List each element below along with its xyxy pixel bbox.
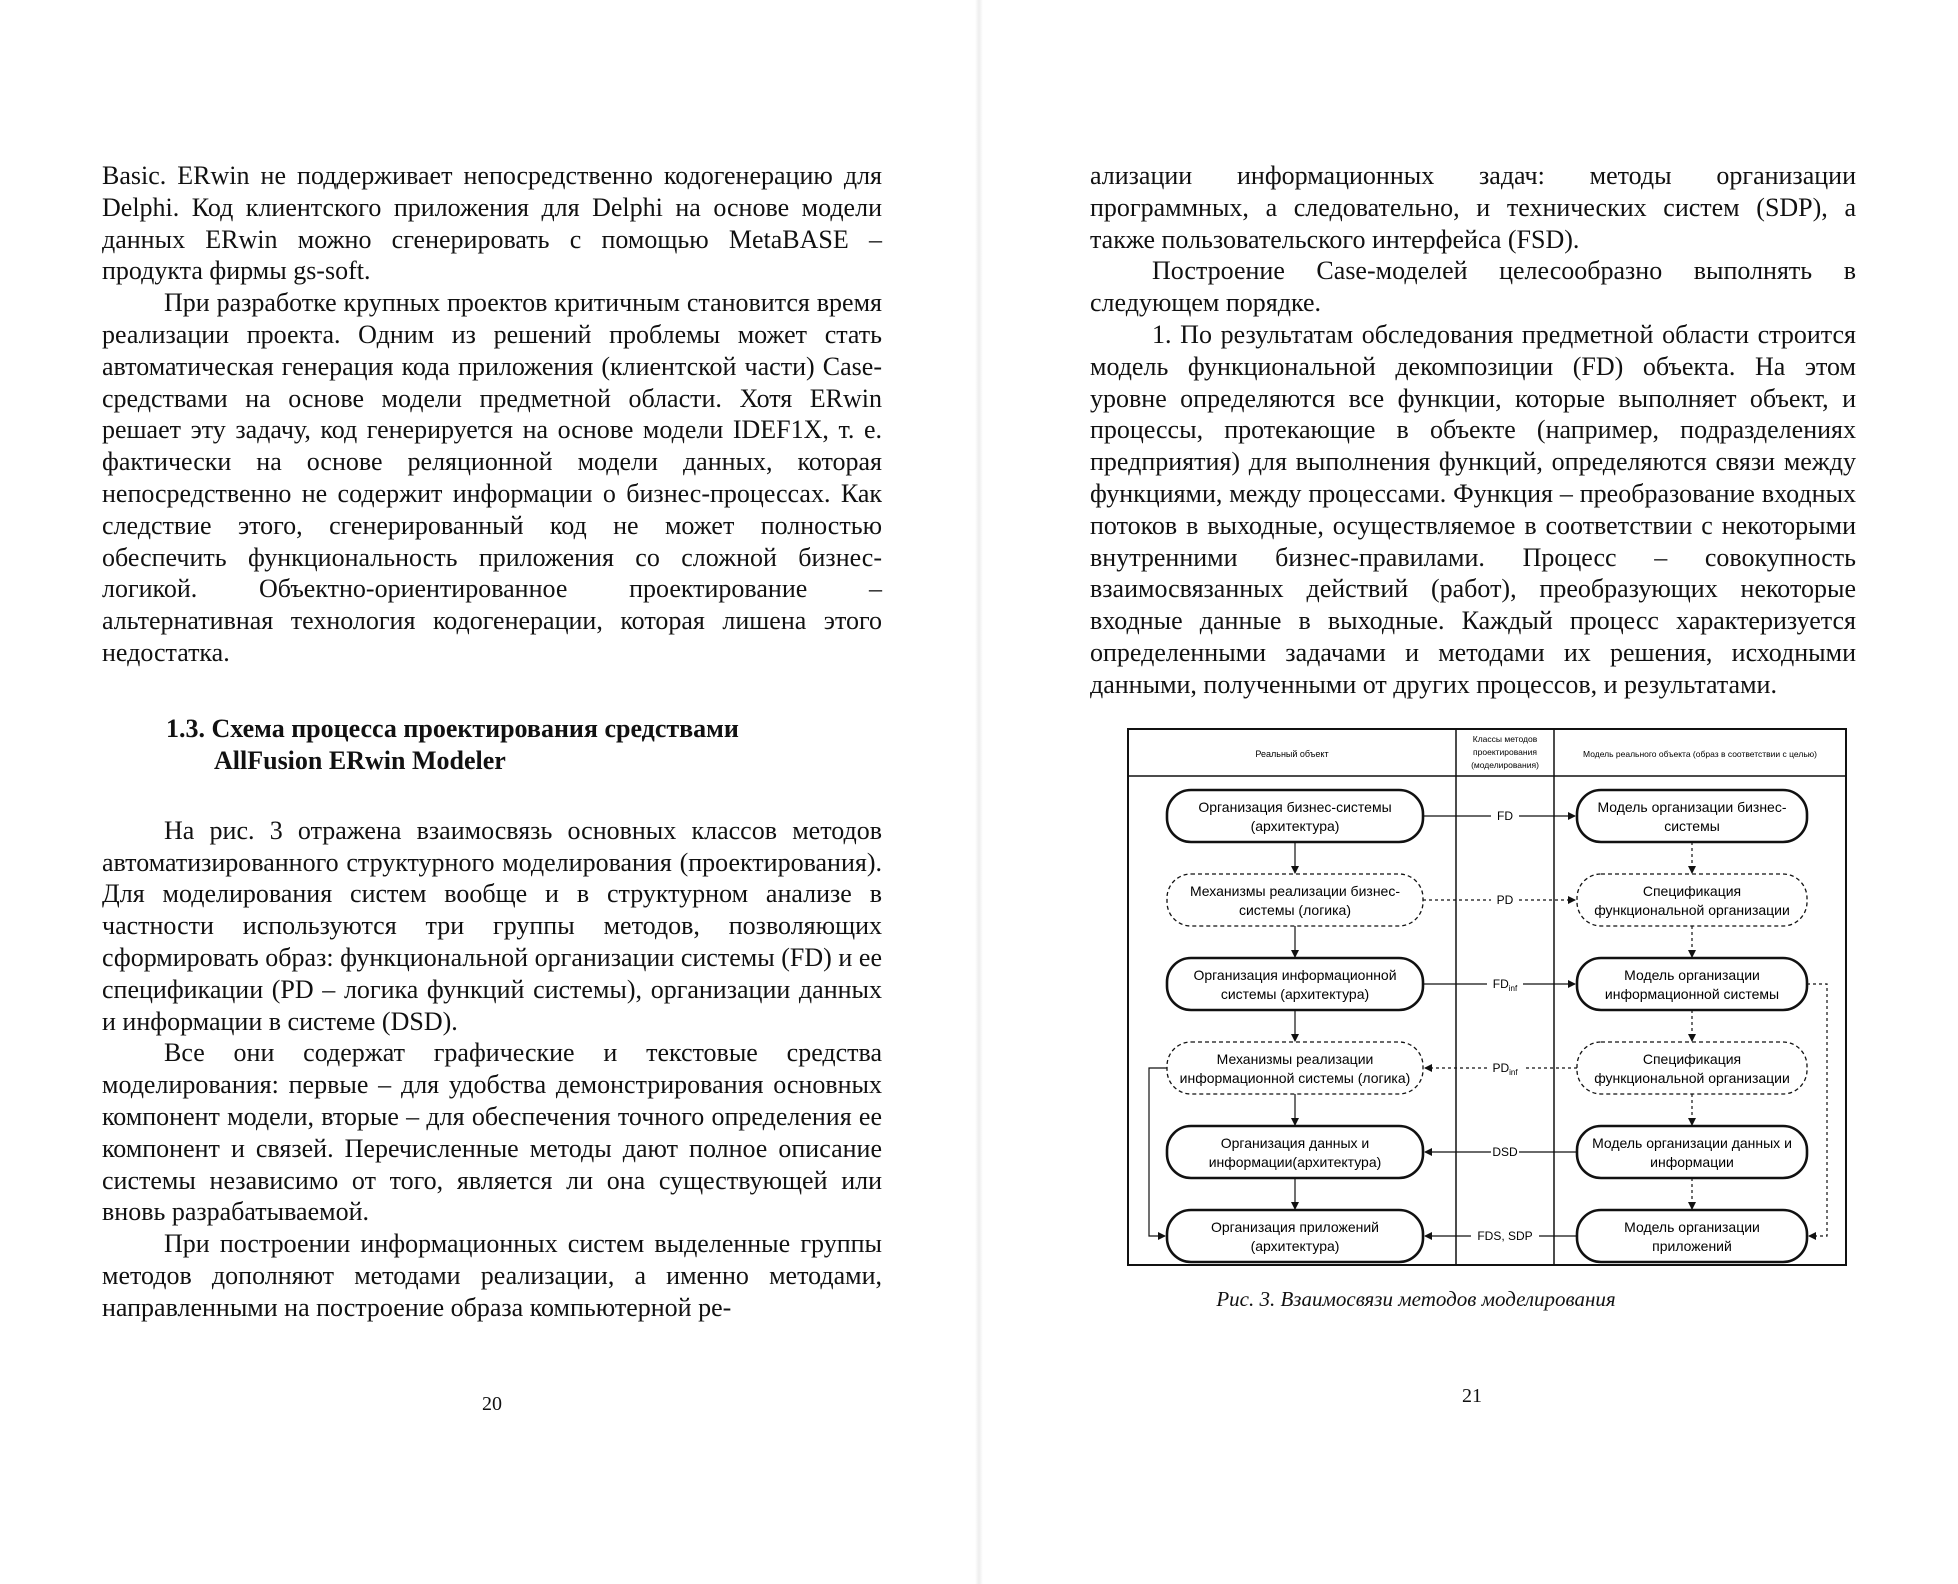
left-box-shape [1167, 874, 1423, 926]
method-label: $PD_{inf}$ [1492, 1061, 1518, 1077]
right-box-shape [1577, 1210, 1807, 1262]
right-box-shape [1577, 1126, 1807, 1178]
left-box-line2: (архитектура) [1250, 1238, 1340, 1254]
header-right: Модель реального объекта (образ в соответствии с целью) [1583, 749, 1817, 759]
right-box-line1: Спецификация [1642, 1051, 1742, 1067]
left-box-line1: Организация бизнес-системы [1198, 799, 1392, 815]
left-box-line2: (архитектура) [1250, 818, 1340, 834]
figure-caption: Рис. 3. Взаимосвязи методов моделирования [1216, 1287, 1616, 1311]
right-box-line2: системы [1664, 818, 1720, 834]
right-box-4 [1577, 1126, 1807, 1178]
left-box-5 [1167, 1210, 1423, 1262]
right-box-line2: приложений [1652, 1238, 1732, 1254]
right-box-line2: функциональной организации [1594, 902, 1790, 918]
right-box-shape [1577, 958, 1807, 1010]
left-box-line1: Организация приложений [1211, 1219, 1379, 1235]
page-number-left: 20 [482, 1393, 502, 1415]
left-box-line2: системы (архитектура) [1220, 986, 1370, 1002]
method-label: $FD_{inf}$ [1492, 977, 1518, 993]
left-box-shape [1167, 1126, 1423, 1178]
right-box-5 [1577, 1210, 1807, 1262]
left-box-line2: информационной системы (логика) [1179, 1070, 1411, 1086]
page-number-right: 21 [1462, 1385, 1482, 1407]
left-box-4 [1167, 1126, 1423, 1178]
section-heading [166, 713, 882, 777]
paragraph: На рис. 3 отражена взаимосвязь основных классов методов автоматизированного структурного моделирования (проектирования). Для моделирования систем вообще и в структурном анализе в частности используются три группы методов, позволяющих сформировать образ: функциональной организации системы (FD) и ее спецификации (PD – логика функций системы), организации данных и информации в системе (DSD). [102, 815, 882, 1036]
left-box-3 [1167, 1042, 1423, 1094]
paragraph: При разработке крупных проектов критичным становится время реализации проекта. Одним из решений проблемы может стать автоматическая генерация кода приложения (клиентской части) Case-средствами на основе модели предметной области. Хотя ERwin решает эту задачу, код генерируется на основе модели IDEF1X, т. е. фактически на основе реляционной модели данных, которая непосредственно не содержит информации о бизнес-процессах. Как следствие этого, сгенерированный код не может полностью обеспечить функциональность приложения со сложной бизнес-логикой. Объектно-ориентированное проектирование – альтернативная технология кодогенерации, которая лишена этого недостатка. [102, 288, 882, 667]
left-box-shape [1167, 958, 1423, 1010]
left-box-line2: информации(архитектура) [1208, 1154, 1382, 1170]
paragraph: Basic. ERwin не поддерживает непосредственно кодогенерацию для Delphi. Код клиентского приложения для Delphi на основе модели данных ERwin можно сгенерировать с помощью MetaBASE – продукта фирмы gs-soft. [102, 161, 882, 286]
right-box-shape [1577, 874, 1807, 926]
paragraph: Все они содержат графические и текстовые средства моделирования: первые – для удобства демонстрирования основных компонент модели, вторые – для обеспечения точного определения ее компонент и связей. Перечисленные методы дают полное описание системы независимо от того, является ли она существующей или вновь разрабатываемой. [102, 1038, 882, 1227]
method-label: FD [1497, 809, 1513, 823]
right-box-shape [1577, 1042, 1807, 1094]
right-box-line2: функциональной организации [1594, 1070, 1790, 1086]
loop-arrow-left [1149, 1068, 1167, 1236]
left-box-0 [1167, 790, 1423, 842]
left-box-shape [1167, 1042, 1423, 1094]
right-box-line1: Модель организации [1624, 1219, 1760, 1235]
left-box-line1: Механизмы реализации бизнес- [1189, 883, 1401, 899]
right-box-shape [1577, 790, 1807, 842]
left-box-shape [1167, 1210, 1423, 1262]
right-text-column [1090, 160, 1856, 701]
paragraph: 1. По результатам обследования предметной области строится модель функциональной декомпозиции (FD) объекта. На этом уровне определяются все функции, которые выполняет объект, и процессы, протекающие в объекте (например, подразделениях предприятия) для выполнения функций, определяются связи между функциями, между процессами. Функция – преобразование входных потоков в выходные, осуществляемое в соответствии с некоторыми внутренними бизнес-правилами. Процесс – совокупность взаимосвязанных действий (работ), преобразующих некоторые входные данные в выходные. Каждый процесс характеризуется определенными задачами и методами их решения, исходными данными, полученными от других процессов, и результатами. [1090, 319, 1856, 699]
right-box-3 [1577, 1042, 1807, 1094]
left-box-2 [1167, 958, 1423, 1010]
loop-arrow-right [1807, 984, 1827, 1236]
left-box-1 [1167, 874, 1423, 926]
left-box-shape [1167, 790, 1423, 842]
left-box-line2: системы (логика) [1238, 902, 1352, 918]
left-text-column [102, 160, 882, 1324]
header-mid: Классы методов [1472, 734, 1538, 744]
header-mid: (моделирования) [1471, 760, 1539, 770]
header-left: Реальный объект [1255, 749, 1329, 759]
right-box-2 [1577, 958, 1807, 1010]
header-mid: проектирования [1473, 747, 1537, 757]
methods-diagram [1127, 728, 1847, 1268]
right-box-line1: Спецификация [1642, 883, 1742, 899]
method-label: DSD [1492, 1145, 1518, 1159]
right-box-line1: Модель организации бизнес- [1597, 799, 1787, 815]
right-box-line2: информации [1650, 1154, 1734, 1170]
right-box-1 [1577, 874, 1807, 926]
right-box-0 [1577, 790, 1807, 842]
left-box-line1: Механизмы реализации [1216, 1051, 1374, 1067]
book-gutter [975, 0, 983, 1584]
left-box-line1: Организация данных и [1220, 1135, 1370, 1151]
right-box-line1: Модель организации данных и [1592, 1135, 1792, 1151]
right-box-line1: Модель организации [1624, 967, 1760, 983]
paragraph: При построении информационных систем выделенные группы методов дополняют методами реализации, а именно методами, направленными на построение образа компьютерной ре- [102, 1229, 882, 1322]
paragraph: Построение Case-моделей целесообразно выполнять в следующем порядке. [1090, 256, 1856, 318]
left-box-line1: Организация информационной [1193, 967, 1397, 983]
section-heading-line2: AllFusion ERwin Modeler [214, 745, 506, 775]
section-heading-line1: 1.3. Схема процесса проектирования средствами [166, 713, 739, 743]
method-label: FDS, SDP [1477, 1229, 1533, 1243]
method-label: PD [1496, 893, 1514, 907]
paragraph: ализации информационных задач: методы организации программных, а следовательно, и технических систем (SDP), а также пользовательского интерфейса (FSD). [1090, 161, 1856, 254]
right-box-line2: информационной системы [1604, 986, 1780, 1002]
